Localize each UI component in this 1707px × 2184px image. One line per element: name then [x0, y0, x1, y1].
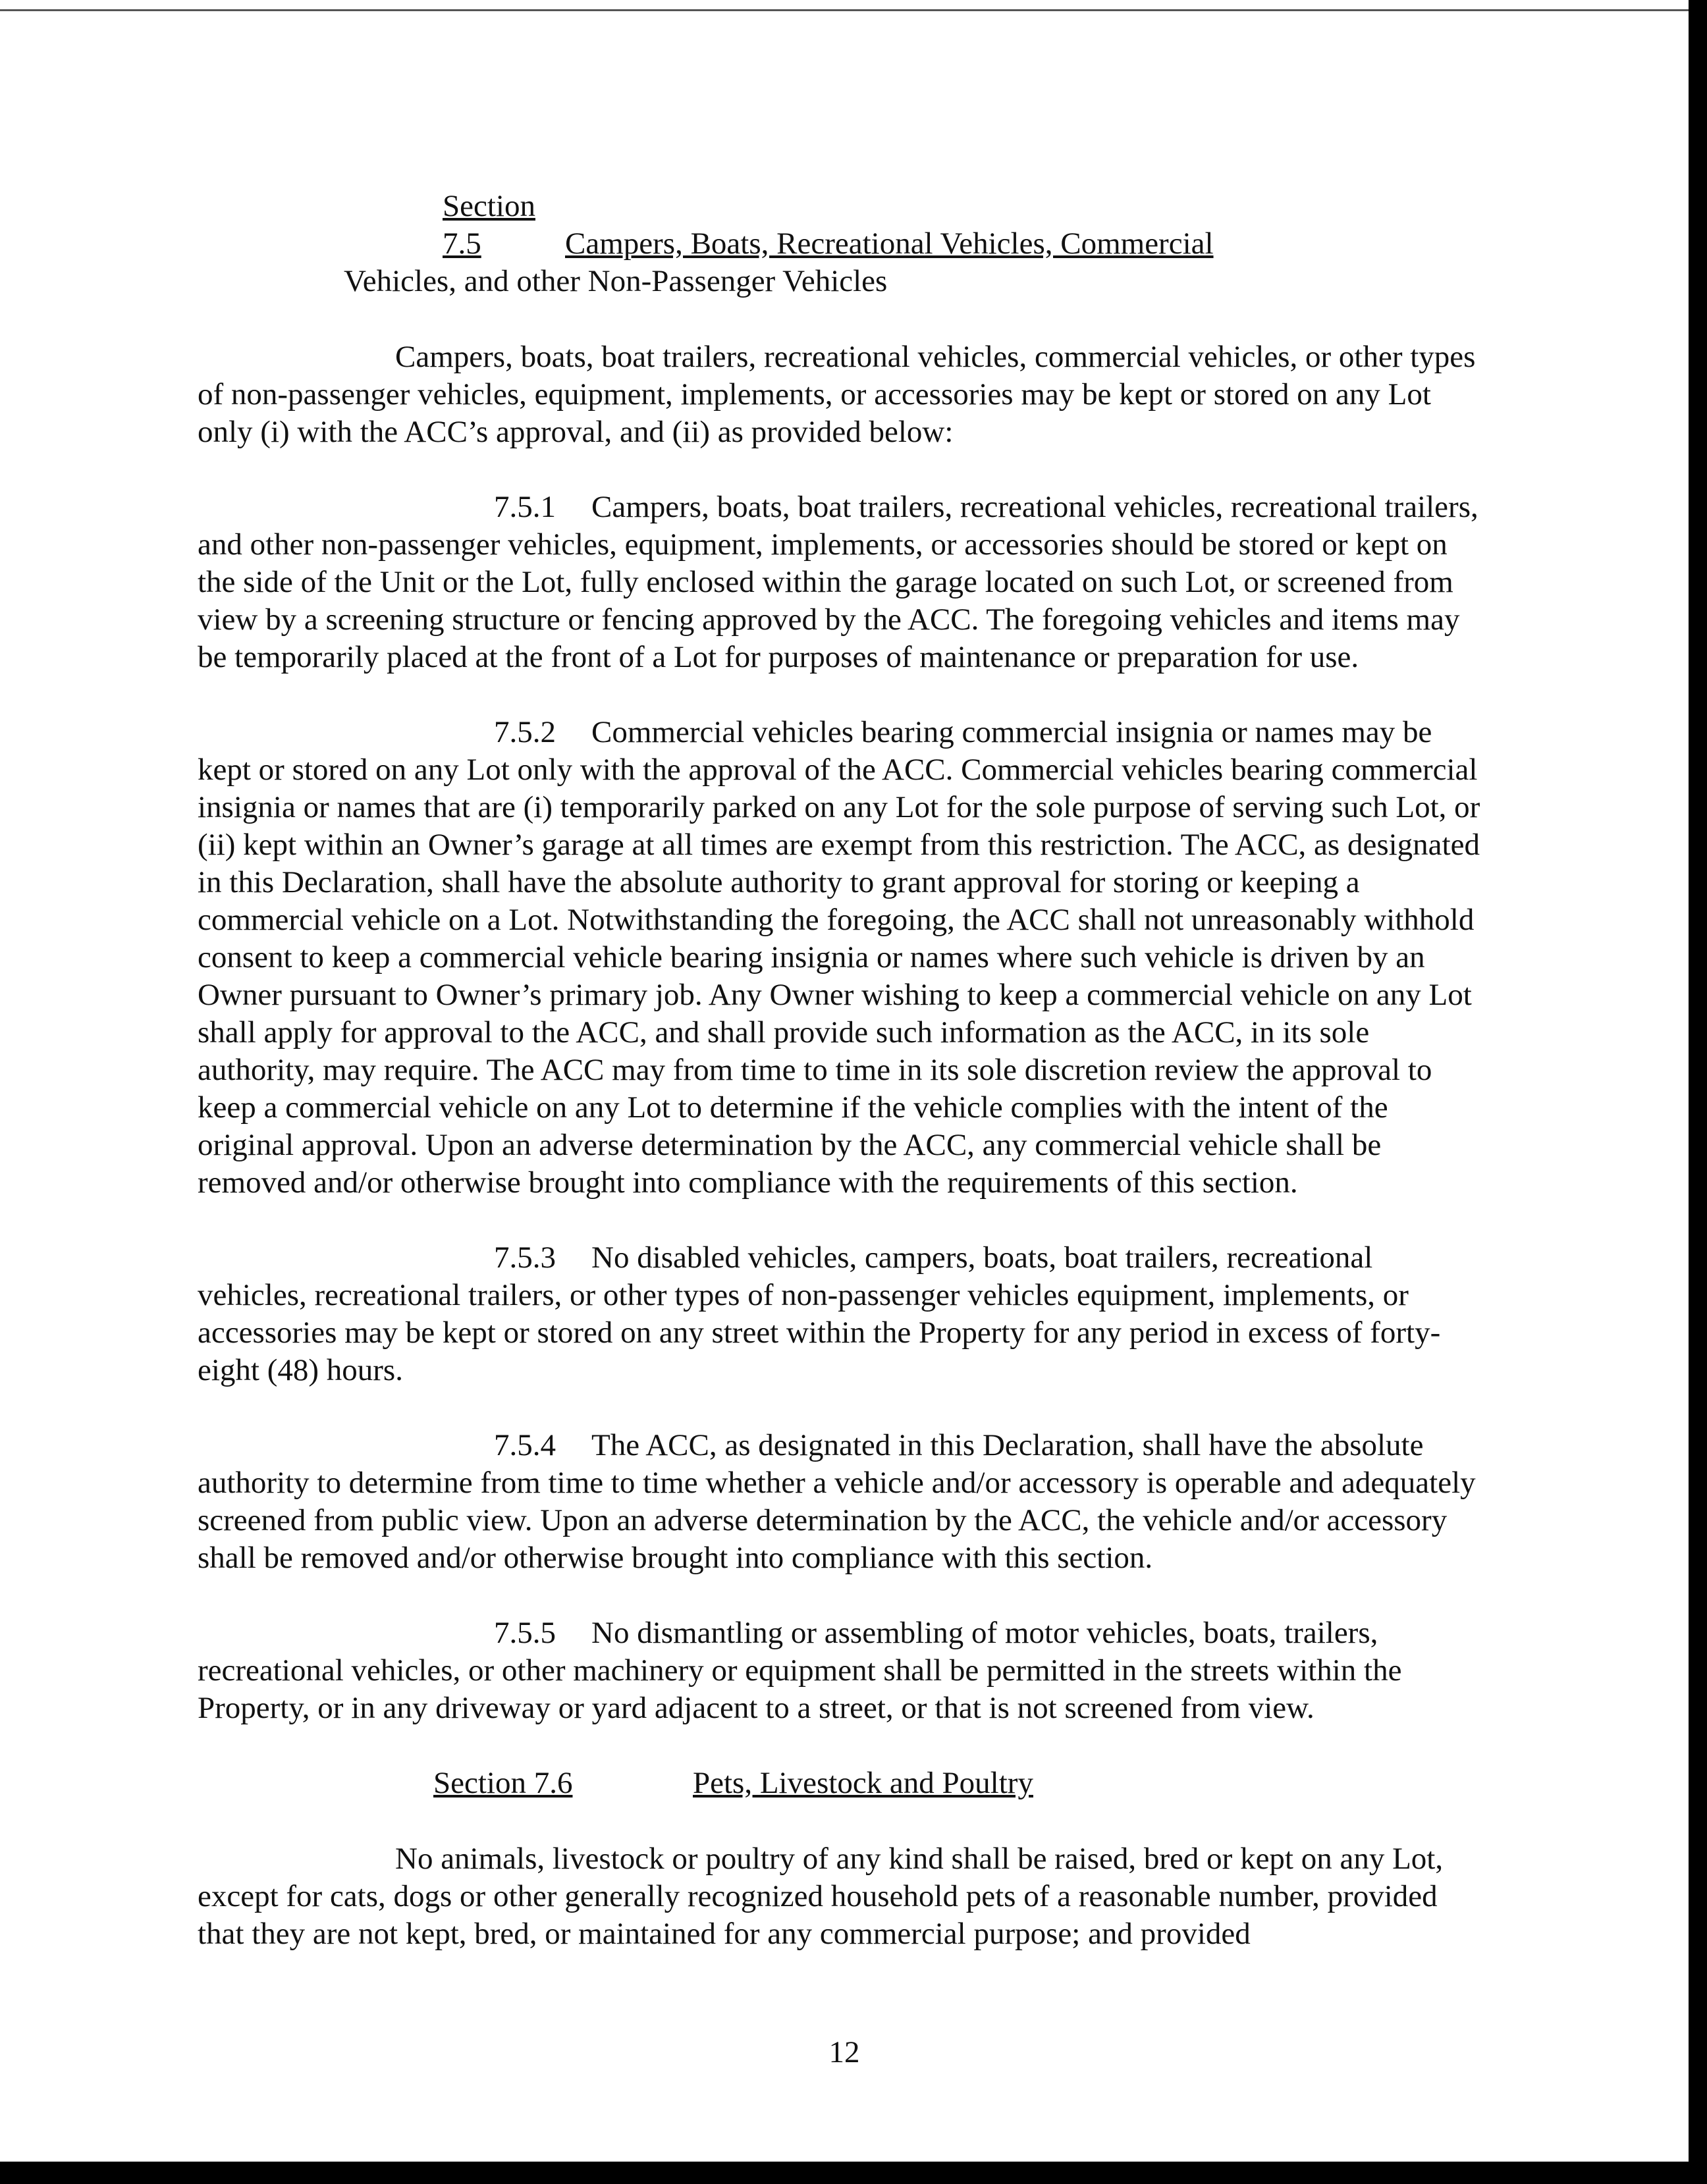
subsection-number: 7.5.1: [494, 490, 556, 524]
subsection-text: The ACC, as designated in this Declaration, shall have the absolute authority to determine from time to time whether a vehicle and/or accessory is operable and adequately screened from public view. Upon an adverse determination by the ACC, the vehicle and/or accessory shall be removed and/or otherwise brought into compliance with this section.: [198, 1428, 1476, 1575]
section-7-6-heading: [198, 1765, 1488, 1802]
subsection-text: Commercial vehicles bearing commercial insignia or names may be kept or stored on any Lot only with the approval of the ACC. Commercial vehicles bearing commercial insignia or names that are (i) temporarily parked on any Lot for the sole purpose of serving such Lot, or (ii) kept within an Owner’s garage at all times are exempt from this restriction. The ACC, as designated in this Declaration, shall have the absolute authority to grant approval for storing or keeping a commercial vehicle on a Lot. Notwithstanding the foregoing, the ACC shall not unreasonably withhold consent to keep a commercial vehicle bearing insignia or names where such vehicle is driven by an Owner pursuant to Owner’s primary job. Any Owner wishing to keep a commercial vehicle on any Lot shall apply for approval to the ACC, and shall provide such information as the ACC, in its sole authority, may require. The ACC may from time to time in its sole discretion review the approval to keep a commercial vehicle on any Lot to determine if the vehicle complies with the intent of the original approval. Upon an adverse determination by the ACC, any commercial vehicle shall be removed and/or otherwise brought into compliance with the requirements of this section.: [198, 715, 1480, 1200]
document-body: [198, 188, 1488, 1990]
page-number: 12: [828, 2035, 860, 2069]
subsection-number: 7.5.3: [494, 1240, 556, 1275]
section-7-6-intro: No animals, livestock or poultry of any kind shall be raised, bred or kept on any Lot, except for cats, dogs or other generally recognized household pets of a reasonable number, provided that they are not kept, bred, or maintained for any commercial purpose; and provided: [198, 1842, 1444, 1951]
subsection-7-5-3: [198, 1239, 1488, 1389]
subsection-number: 7.5.5: [494, 1616, 556, 1650]
section-7-5-number: Section 7.5: [443, 189, 535, 261]
subsection-text: No dismantling or assembling of motor vehicles, boats, trailers, recreational vehicles, or other machinery or equipment shall be permitted in the streets within the Property, or in any driveway or yard adjacent to a street, or that is not screened from view.: [198, 1616, 1402, 1725]
section-7-6-number: Section 7.6: [433, 1766, 573, 1800]
section-7-5-title-line1: Campers, Boats, Recreational Vehicles, Commercial: [565, 226, 1214, 261]
subsection-text: No disabled vehicles, campers, boats, boat trailers, recreational vehicles, recreational trailers, or other types of non-passenger vehicles equipment, implements, or accessories may be kept or stored on any street within the Property for any period in excess of forty-eight (48) hours.: [198, 1240, 1441, 1387]
section-7-5-title-line2: Vehicles, and other Non-Passenger Vehicles: [344, 264, 888, 298]
section-7-5-heading: [198, 188, 1488, 300]
subsection-7-5-1: [198, 489, 1488, 676]
section-7-6-title: Pets, Livestock and Poultry: [693, 1766, 1033, 1800]
subsection-number: 7.5.4: [494, 1428, 556, 1462]
subsection-text: Campers, boats, boat trailers, recreational vehicles, recreational trailers, and other non-passenger vehicles, equipment, implements, or accessories should be stored or kept on the side of the Unit or the Lot, fully enclosed within the garage located on such Lot, or screened from view by a screening structure or fencing approved by the ACC. The foregoing vehicles and items may be temporarily placed at the front of a Lot for purposes of maintenance or preparation for use.: [198, 490, 1478, 674]
subsection-number: 7.5.2: [494, 715, 556, 749]
subsection-7-5-2: [198, 714, 1488, 1202]
section-7-5-intro: Campers, boats, boat trailers, recreational vehicles, commercial vehicles, or other types of non-passenger vehicles, equipment, implements, or accessories may be kept or stored on any Lot only (i) with the ACC’s approval, and (ii) as provided below:: [198, 340, 1476, 449]
scan-top-edge: [0, 9, 1689, 11]
subsection-7-5-5: [198, 1614, 1488, 1727]
subsection-7-5-4: [198, 1427, 1488, 1577]
